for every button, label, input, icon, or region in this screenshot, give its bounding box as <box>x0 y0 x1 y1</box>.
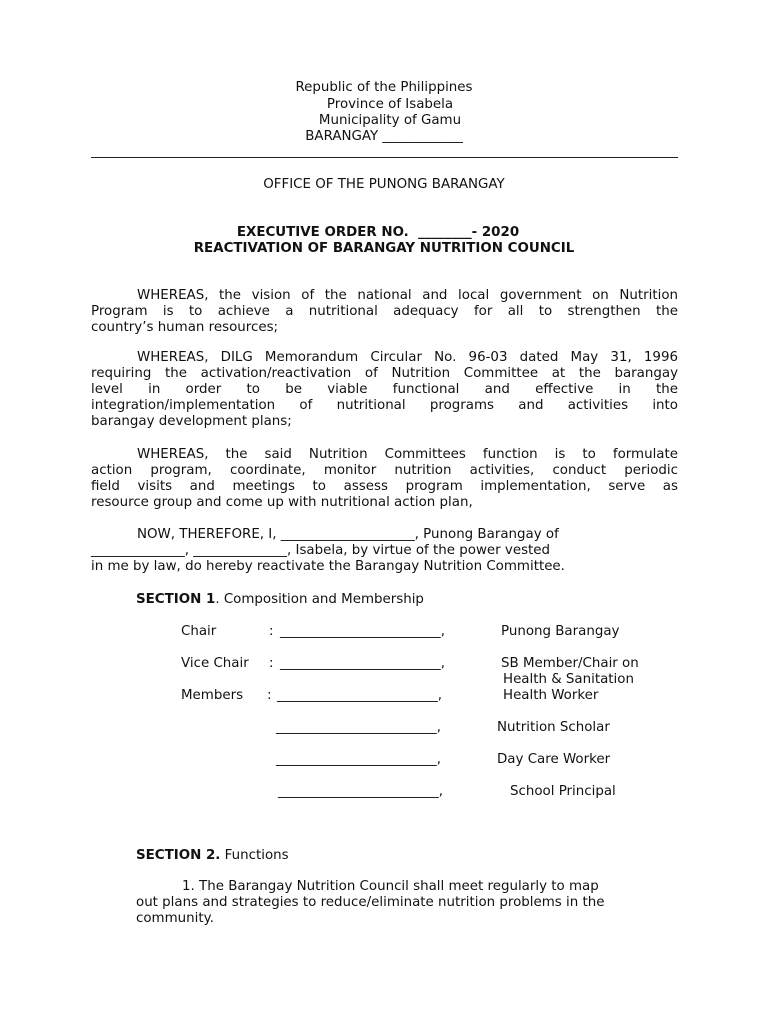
paragraph-line: country’s human resources; <box>91 320 279 335</box>
member-role-chair: Chair <box>181 624 217 639</box>
member-name-blank: ________________________, <box>280 656 445 671</box>
whereas-paragraph-3 <box>91 447 678 511</box>
paragraph-line: integration/implementation of nutritional programs and activities into <box>91 398 678 413</box>
paragraph-line: WHEREAS, DILG Memorandum Circular No. 96-03 dated May 31, 1996 <box>137 350 678 365</box>
member-colon: : <box>269 656 274 671</box>
member-role-vice-chair: Vice Chair <box>181 656 249 671</box>
section-1-title: . Composition and Membership <box>215 592 424 607</box>
member-name-blank: ________________________, <box>276 720 441 735</box>
section-2-item-1 <box>136 879 666 927</box>
paragraph-line: Program is to achieve a nutritional adequacy for all to strengthen the <box>91 304 678 319</box>
paragraph-line: action program, coordinate, monitor nutrition activities, conduct periodic <box>91 463 678 478</box>
executive-order-title: REACTIVATION OF BARANGAY NUTRITION COUNCIL <box>193 241 575 256</box>
member-name-blank: ________________________, <box>280 624 445 639</box>
paragraph-line: out plans and strategies to reduce/eliminate nutrition problems in the <box>136 895 605 910</box>
paragraph-line: barangay development plans; <box>91 414 292 429</box>
header-province: Province of Isabela <box>326 97 454 112</box>
paragraph-line: in me by law, do hereby reactivate the Barangay Nutrition Committee. <box>91 559 565 574</box>
member-colon: : <box>269 624 274 639</box>
paragraph-line: NOW, THEREFORE, I, ____________________, Punong Barangay of <box>137 527 559 542</box>
paragraph-line: ______________, ______________, Isabela, by virtue of the power vested <box>91 543 551 558</box>
member-position: Health Worker <box>503 688 599 703</box>
header-barangay: BARANGAY ____________ <box>305 129 463 144</box>
member-position: Punong Barangay <box>501 624 620 639</box>
member-name-blank: ________________________, <box>277 688 442 703</box>
member-colon: : <box>267 688 272 703</box>
section-2-label: SECTION 2. <box>136 848 221 863</box>
whereas-paragraph-1 <box>91 288 678 336</box>
office-title: OFFICE OF THE PUNONG BARANGAY <box>263 177 505 192</box>
paragraph-line: level in order to be viable functional and effective in the <box>91 382 678 397</box>
header-republic: Republic of the Philippines <box>295 80 473 95</box>
executive-order-number: EXECUTIVE ORDER NO. ________- 2020 <box>236 225 520 240</box>
member-position: School Principal <box>510 784 616 799</box>
member-position: SB Member/Chair on <box>501 656 639 671</box>
paragraph-line: 1. The Barangay Nutrition Council shall meet regularly to map <box>182 879 599 894</box>
paragraph-line: WHEREAS, the said Nutrition Committees function is to formulate <box>137 447 678 462</box>
member-name-blank: ________________________, <box>278 784 443 799</box>
member-position: Nutrition Scholar <box>497 720 610 735</box>
member-role-members: Members <box>181 688 244 703</box>
paragraph-line: resource group and come up with nutritional action plan, <box>91 495 473 510</box>
section-1-label: SECTION 1 <box>136 592 216 607</box>
whereas-paragraph-2 <box>91 350 678 430</box>
section-2-title: Functions <box>220 848 289 863</box>
member-position-continued: Health & Sanitation <box>503 672 634 687</box>
header-municipality: Municipality of Gamu <box>318 113 462 128</box>
section-2-heading <box>136 847 289 864</box>
paragraph-line: community. <box>136 911 214 926</box>
header-divider <box>91 157 678 158</box>
paragraph-line: WHEREAS, the vision of the national and local government on Nutrition <box>137 288 678 303</box>
paragraph-line: field visits and meetings to assess program implementation, serve as <box>91 479 678 494</box>
paragraph-line: requiring the activation/reactivation of Nutrition Committee at the barangay <box>91 366 678 381</box>
section-1-heading <box>136 591 424 608</box>
member-position: Day Care Worker <box>497 752 611 767</box>
member-name-blank: ________________________, <box>276 752 441 767</box>
now-therefore-paragraph <box>91 527 678 575</box>
